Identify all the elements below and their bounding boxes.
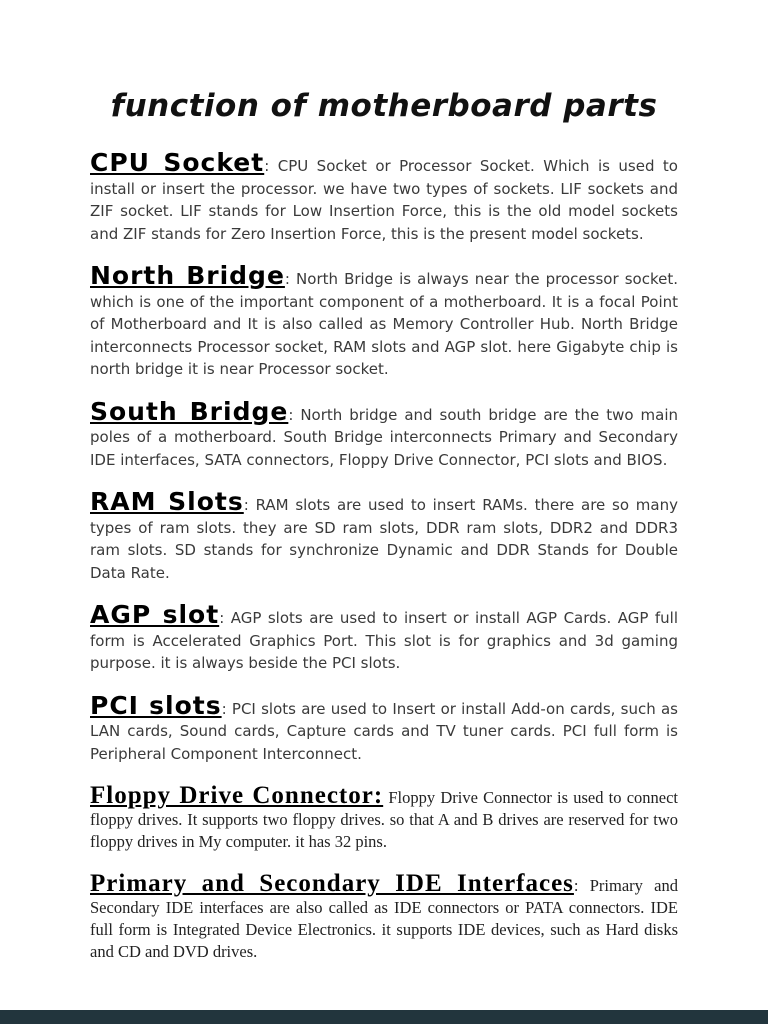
section-agp-slot [90,602,678,675]
section-body: : RAM slots are used to insert RAMs. there are so many types of ram slots. they are SD ram slots, DDR ram slots, DDR2 and DDR3 ram slots. SD stands for synchronize Dynamic and DDR Stands for Double Data Rate. [90,496,678,582]
page-title: function of motherboard parts [110,88,658,124]
section-heading: Floppy Drive Connector: [90,782,384,809]
section-body: : PCI slots are used to Insert or install Add-on cards, such as LAN cards, Sound cards, Capture cards and TV tuner cards. PCI full form is Peripheral Component Interconnect. [90,699,678,763]
section-body: : Primary and Secondary IDE interfaces are also called as IDE connectors or PATA connectors. IDE full form is Integrated Device Electronics. it supports IDE devices, such as Hard disks and CD and DVD drives. [90,876,678,961]
section-body: : CPU Socket or Processor Socket. Which is used to install or insert the processor. we have two types of sockets. LIF sockets and ZIF socket. LIF stands for Low Insertion Force, this is the old model sockets and ZIF stands for Zero Insertion Force, this is the present model sockets. [90,157,678,243]
section-heading: CPU Socket [90,148,265,177]
section-north-bridge [90,263,678,381]
section-body: : North bridge and south bridge are the two main poles of a motherboard. South Bridge interconnects Primary and Secondary IDE interfaces, SATA connectors, Floppy Drive Connector, PCI slots and BIOS. [90,405,678,469]
section-heading: North Bridge [90,261,285,290]
section-south-bridge [90,396,678,472]
section-heading: AGP slot [90,600,220,629]
section-primary-secondary-ide [90,871,678,963]
section-ram-slots [90,489,678,584]
section-body: Floppy Drive Connector is used to connect floppy drives. It supports two floppy drives. so that A and B drives are reserved for two floppy drives in My computer. it has 32 pins. [90,788,678,851]
section-heading: RAM Slots [90,487,244,516]
section-heading: South Bridge [90,396,289,426]
section-floppy-drive-connector [90,783,678,853]
section-pci-slots [90,690,678,766]
section-cpu-socket [90,150,678,245]
section-heading: PCI slots [90,690,222,720]
section-heading: Primary and Secondary IDE Interfaces [90,870,574,897]
footer-bar [0,1010,768,1024]
section-body: : North Bridge is always near the processor socket. which is one of the important component of a motherboard. It is a focal Point of Motherboard and It is also called as Memory Controller Hub. North Bridge interconnects Processor socket, RAM slots and AGP slot. here Gigabyte chip is north bridge it is near Processor socket. [90,270,678,378]
section-body: : AGP slots are used to insert or install AGP Cards. AGP full form is Accelerated Graphics Port. This slot is for graphics and 3d gaming purpose. it is always beside the PCI slots. [90,609,678,672]
